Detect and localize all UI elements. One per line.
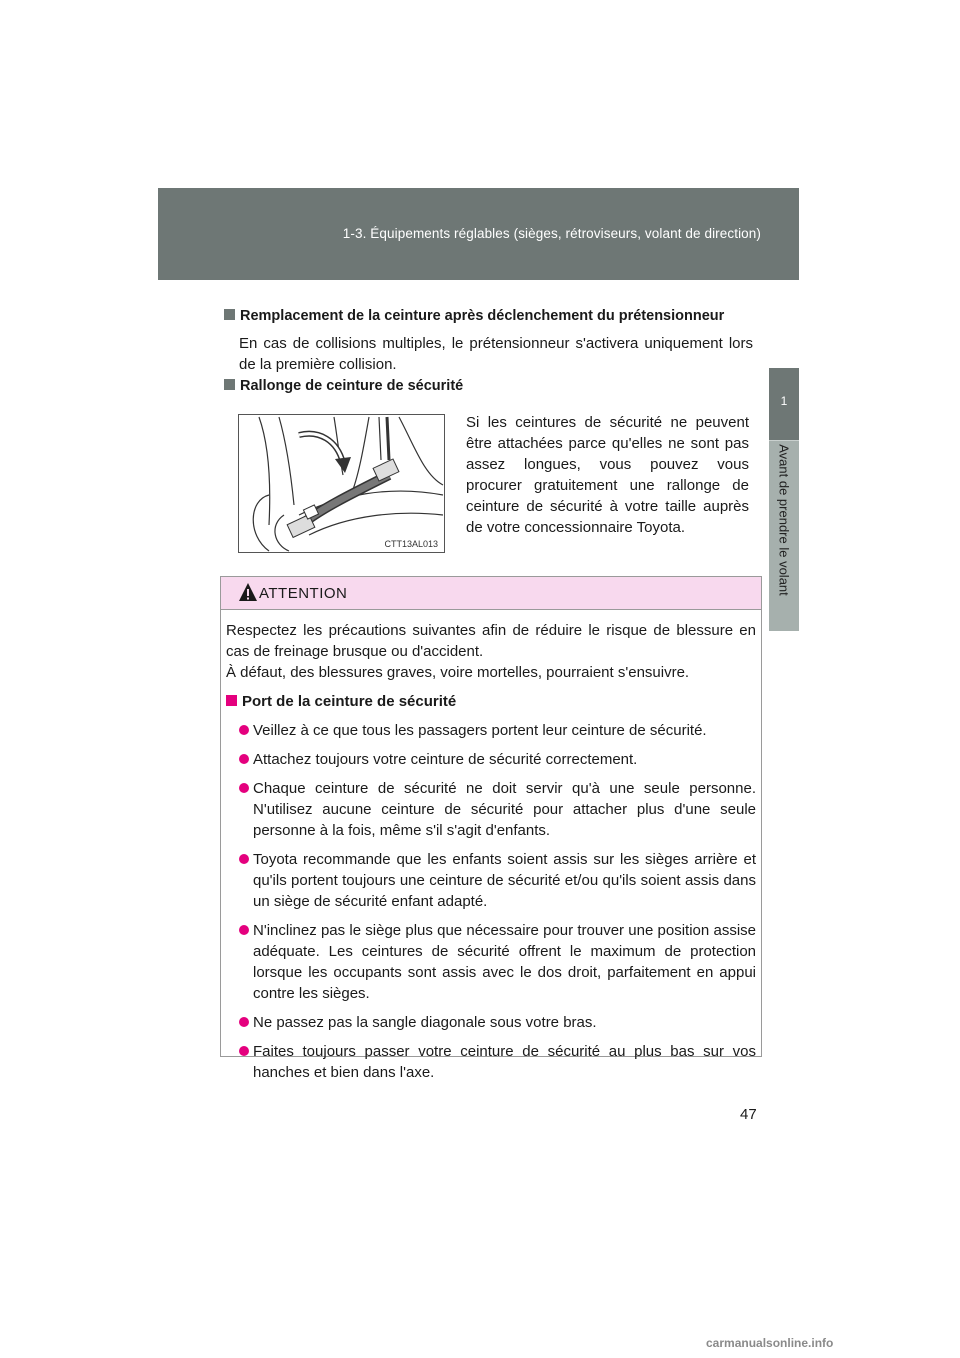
- chapter-tab[interactable]: [769, 368, 799, 440]
- warning-box: [220, 576, 762, 1081]
- bullet-icon: [239, 725, 249, 735]
- warning-intro-consequence: À défaut, des blessures graves, voire mortelles, pourraient s'ensuivre.: [226, 664, 690, 681]
- warning-subtitle: Port de la ceinture de sécurité: [226, 691, 756, 712]
- warning-intro: Respectez les précautions suivantes afin de réduire le risque de blessure en cas de freinage brusque ou d'accident.: [226, 622, 756, 660]
- figure-code: CTT13AL013: [384, 539, 438, 549]
- bullet-icon: [239, 783, 249, 793]
- watermark[interactable]: carmanualsonline.info: [706, 1336, 834, 1350]
- section-marker-icon: [224, 379, 235, 390]
- page-number: 47: [740, 1106, 757, 1123]
- list-item: N'inclinez pas le siège plus que nécessaire pour trouver une position assise adéquate. Les ceintures de sécurité offrent le maximum de protection lorsque les occupants sont assis avec le dos droit, parfaitement en appui contre les sièges.: [226, 920, 756, 1004]
- seat-belt-extender-icon: [239, 415, 444, 552]
- subtitle-marker-icon: [226, 695, 237, 706]
- chapter-title: 1-3. Équipements réglables (sièges, rétroviseurs, volant de direction): [342, 226, 761, 241]
- chapter-tab-number: 1: [780, 394, 788, 408]
- list-item: Ne passez pas la sangle diagonale sous votre bras.: [226, 1012, 756, 1033]
- chapter-tab-label: Avant de prendre le volant: [776, 444, 792, 596]
- section-title-extender: Rallonge de ceinture de sécurité: [224, 378, 463, 394]
- warning-triangle-icon: [238, 582, 258, 602]
- list-item: Attachez toujours votre ceinture de sécurité correctement.: [226, 749, 756, 770]
- section-title-pretensioner: Remplacement de la ceinture après déclenchement du prétensionneur: [224, 308, 724, 324]
- bullet-icon: [239, 1046, 249, 1056]
- list-item: Toyota recommande que les enfants soient assis sur les sièges arrière et qu'ils portent toujours une ceinture de sécurité et/ou qu'ils soient assis dans un siège de sécurité enfant adapté.: [226, 849, 756, 912]
- bullet-icon: [239, 1017, 249, 1027]
- section-marker-icon: [224, 309, 235, 320]
- list-item: Faites toujours passer votre ceinture de sécurité au plus bas sur vos hanches et bien dans l'axe.: [226, 1041, 756, 1083]
- chapter-header: [158, 188, 799, 280]
- bullet-icon: [239, 754, 249, 764]
- bullet-icon: [239, 925, 249, 935]
- warning-bullet-list: [226, 720, 756, 1083]
- warning-header: [221, 577, 761, 610]
- bullet-icon: [239, 854, 249, 864]
- list-item: Veillez à ce que tous les passagers portent leur ceinture de sécurité.: [226, 720, 756, 741]
- seat-belt-extender-figure: [238, 414, 445, 553]
- warning-body: [226, 620, 756, 1091]
- warning-title: ATTENTION: [259, 585, 348, 602]
- list-item: Chaque ceinture de sécurité ne doit servir qu'à une seule personne. N'utilisez aucune ceinture de sécurité pour attacher plus d'une seule personne à la fois, même s'il s'agit d'enfants.: [226, 778, 756, 841]
- section-text-extender: Si les ceintures de sécurité ne peuvent être attachées parce qu'elles ne sont pas assez longues, vous pouvez vous procurer gratuitement une rallonge de ceinture de sécurité à votre taille auprès de votre concessionnaire Toyota.: [466, 414, 749, 536]
- section-text-pretensioner: En cas de collisions multiples, le prétensionneur s'activera uniquement lors de la première collision.: [239, 335, 753, 373]
